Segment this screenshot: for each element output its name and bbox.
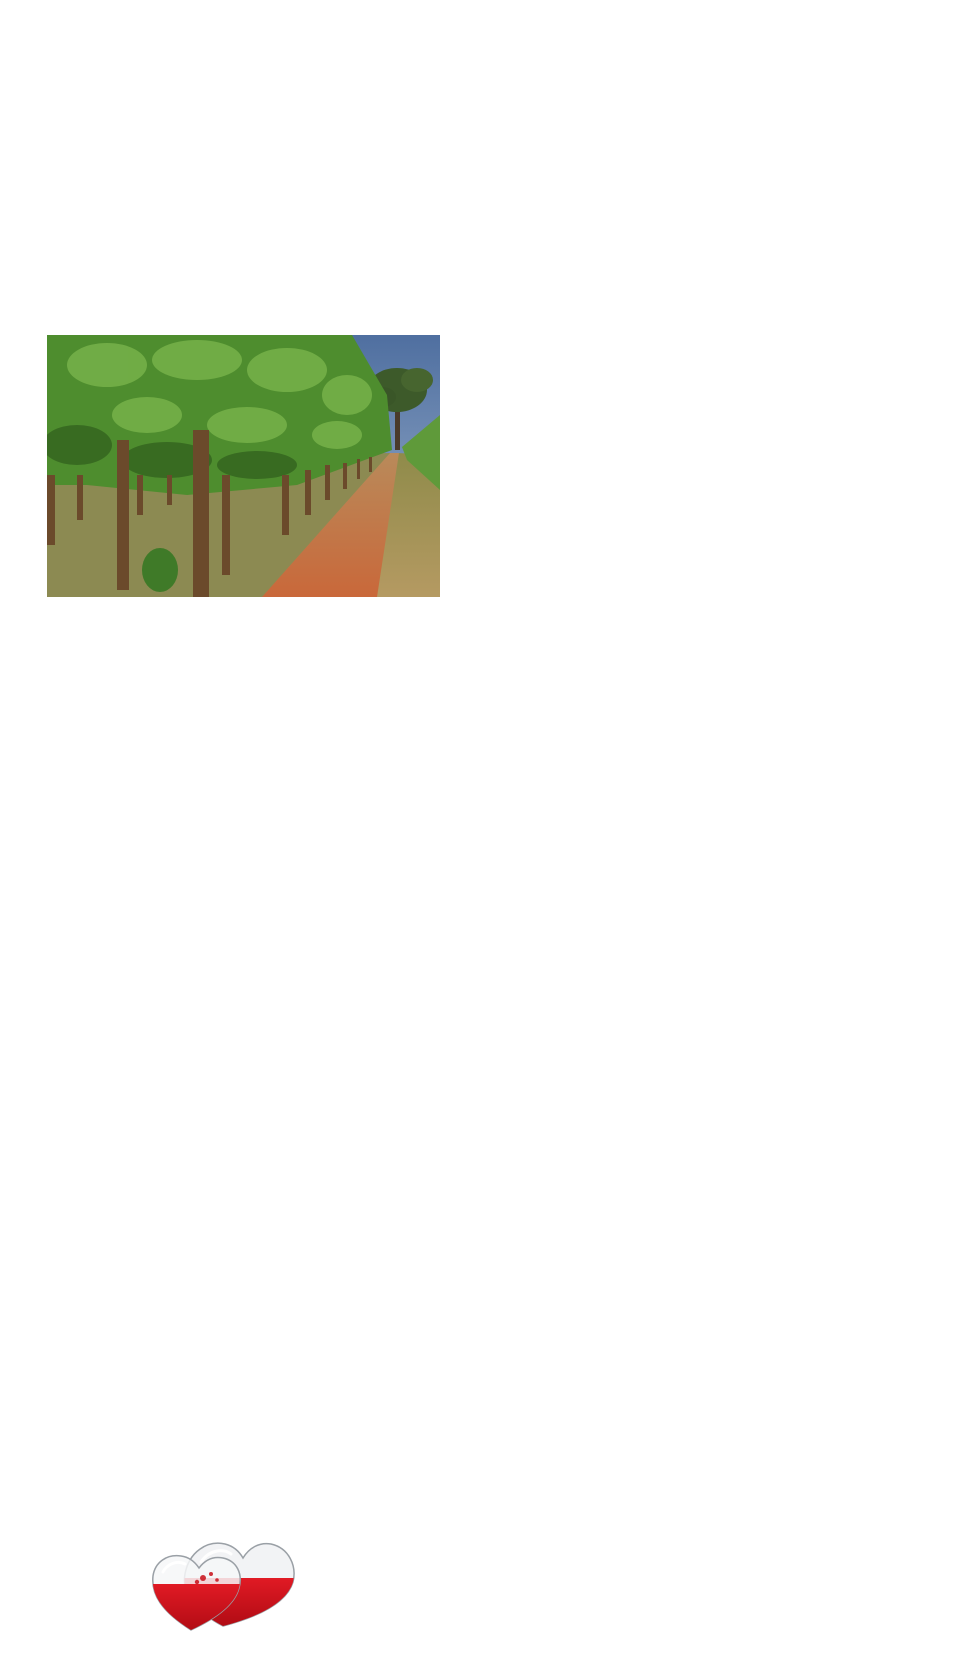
vineyard-photo [47, 335, 440, 597]
young-vine [142, 548, 178, 592]
hearts-logo [151, 1526, 297, 1632]
